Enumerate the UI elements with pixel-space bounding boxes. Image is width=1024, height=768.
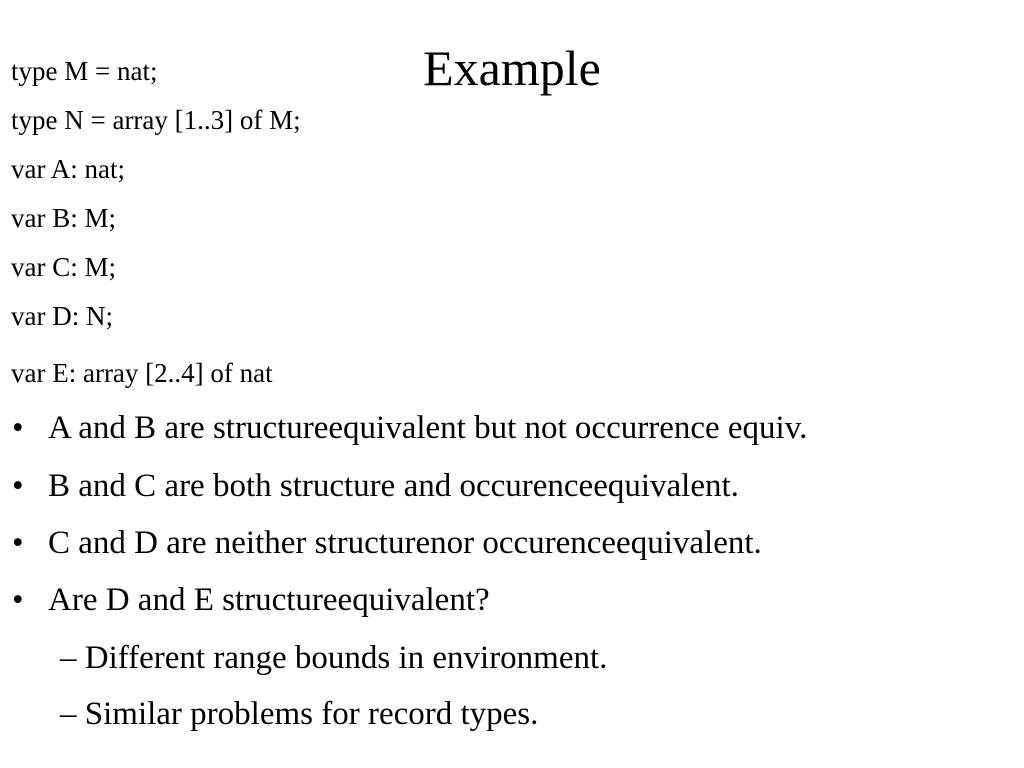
sub-bullet-item: – Similar problems for record types. [60, 696, 539, 732]
code-line: var E: array [2..4] of nat [11, 358, 273, 388]
bullet-text: Are D and E structureequivalent? [48, 582, 490, 618]
sub-bullet-item: – Different range bounds in environment. [60, 640, 608, 676]
bullet-text: C and D are neither structurenor occurenceequivalent. [48, 525, 762, 561]
code-line: var C: M; [11, 252, 116, 282]
code-line: var D: N; [11, 301, 113, 331]
bullet-icon: • [12, 582, 24, 618]
bullet-item [12, 523, 762, 563]
code-line: type N = array [1..3] of M; [11, 105, 301, 135]
bullet-item [12, 408, 807, 448]
bullet-icon: • [12, 468, 24, 504]
code-line: var B: M; [11, 203, 116, 233]
bullet-text: A and B are structureequivalent but not occurrence equiv. [48, 410, 808, 446]
bullet-icon: • [12, 525, 24, 561]
code-line: var A: nat; [11, 154, 125, 184]
slide-title: Example [423, 40, 601, 96]
code-line: type M = nat; [11, 56, 158, 86]
bullet-icon: • [12, 410, 24, 446]
bullet-item [12, 580, 490, 620]
bullet-text: B and C are both structure and occurenceequivalent. [48, 468, 739, 504]
bullet-item [12, 466, 739, 506]
